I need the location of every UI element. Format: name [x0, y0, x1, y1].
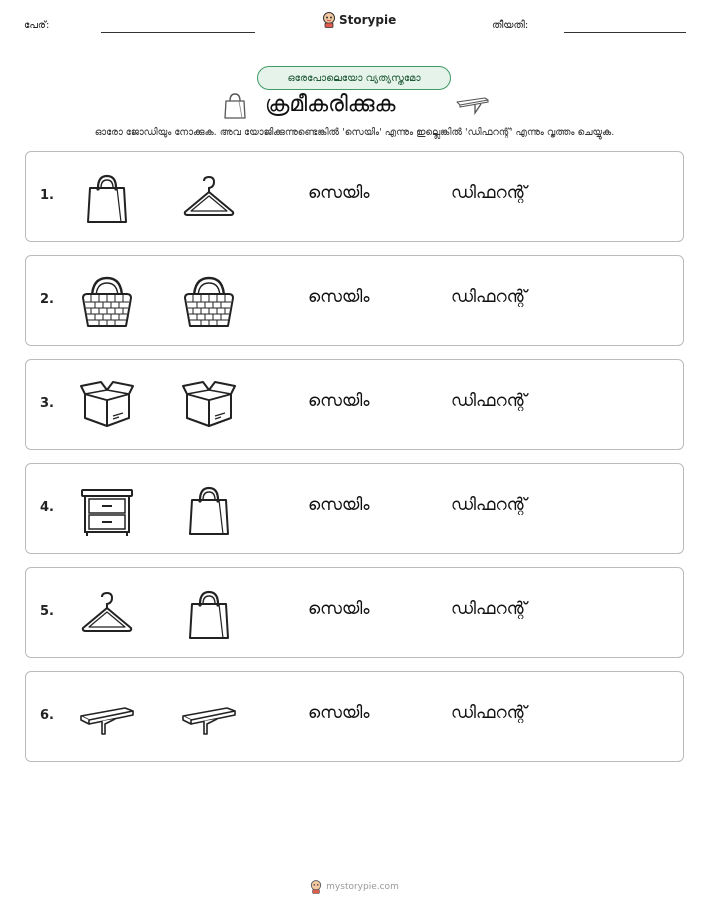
storypie-mascot-icon [322, 12, 336, 28]
same-option[interactable]: സെയിം [308, 599, 370, 619]
basket-icon [181, 274, 237, 330]
same-option[interactable]: സെയിം [308, 703, 370, 723]
category-badge-text: ഒരേപോലെയോ വ്യത്യസ്തമോ [287, 72, 421, 84]
question-row-2 [25, 255, 684, 346]
question-row-1 [25, 151, 684, 242]
header [0, 0, 709, 50]
same-option[interactable]: സെയിം [308, 391, 370, 411]
page-title: ക്രമീകരിക്കുക [265, 92, 396, 117]
shelf-icon [79, 690, 135, 746]
hanger-icon [79, 586, 135, 642]
footer [0, 880, 709, 894]
date-label: തീയതി: [492, 20, 529, 31]
bag-icon [79, 170, 135, 226]
shelf-icon [181, 690, 237, 746]
same-option[interactable]: സെയിം [308, 287, 370, 307]
footer-url[interactable]: mystorypie.com [326, 882, 399, 892]
nightstand-icon [79, 482, 135, 538]
shelf-icon [455, 96, 489, 116]
different-option[interactable]: ഡിഫറന്റ് [451, 287, 527, 307]
name-label: പേര്: [24, 20, 50, 31]
category-badge [257, 66, 451, 90]
question-number: 3. [40, 396, 54, 411]
question-number: 2. [40, 292, 54, 307]
question-row-4 [25, 463, 684, 554]
question-row-6 [25, 671, 684, 762]
date-line[interactable] [564, 32, 686, 33]
different-option[interactable]: ഡിഫറന്റ് [451, 703, 527, 723]
hanger-icon [181, 170, 237, 226]
question-number: 6. [40, 708, 54, 723]
brand-logo [322, 12, 396, 28]
different-option[interactable]: ഡിഫറന്റ് [451, 599, 527, 619]
question-row-5 [25, 567, 684, 658]
different-option[interactable]: ഡിഫറന്റ് [451, 495, 527, 515]
box-icon [181, 378, 237, 434]
basket-icon [79, 274, 135, 330]
storypie-mascot-icon [310, 880, 322, 894]
same-option[interactable]: സെയിം [308, 495, 370, 515]
name-line[interactable] [101, 32, 255, 33]
same-option[interactable]: സെയിം [308, 183, 370, 203]
instructions-text: ഓരോ ജോഡിയും നോക്കുക. അവ യോജിക്കുന്നുണ്ടെങ്കിൽ 'സെയിം' എന്നും ഇല്ലെങ്കിൽ 'ഡിഫറന്റ്' എന്നും വൃത്തം ചെയ്യുക. [94, 127, 615, 138]
box-icon [79, 378, 135, 434]
title-row [0, 90, 709, 124]
bag-icon [181, 482, 237, 538]
question-number: 5. [40, 604, 54, 619]
question-number: 1. [40, 188, 54, 203]
bag-icon [222, 92, 248, 120]
question-row-3 [25, 359, 684, 450]
different-option[interactable]: ഡിഫറന്റ് [451, 183, 527, 203]
question-number: 4. [40, 500, 54, 515]
bag-icon [181, 586, 237, 642]
different-option[interactable]: ഡിഫറന്റ് [451, 391, 527, 411]
brand-name: Storypie [339, 13, 397, 27]
